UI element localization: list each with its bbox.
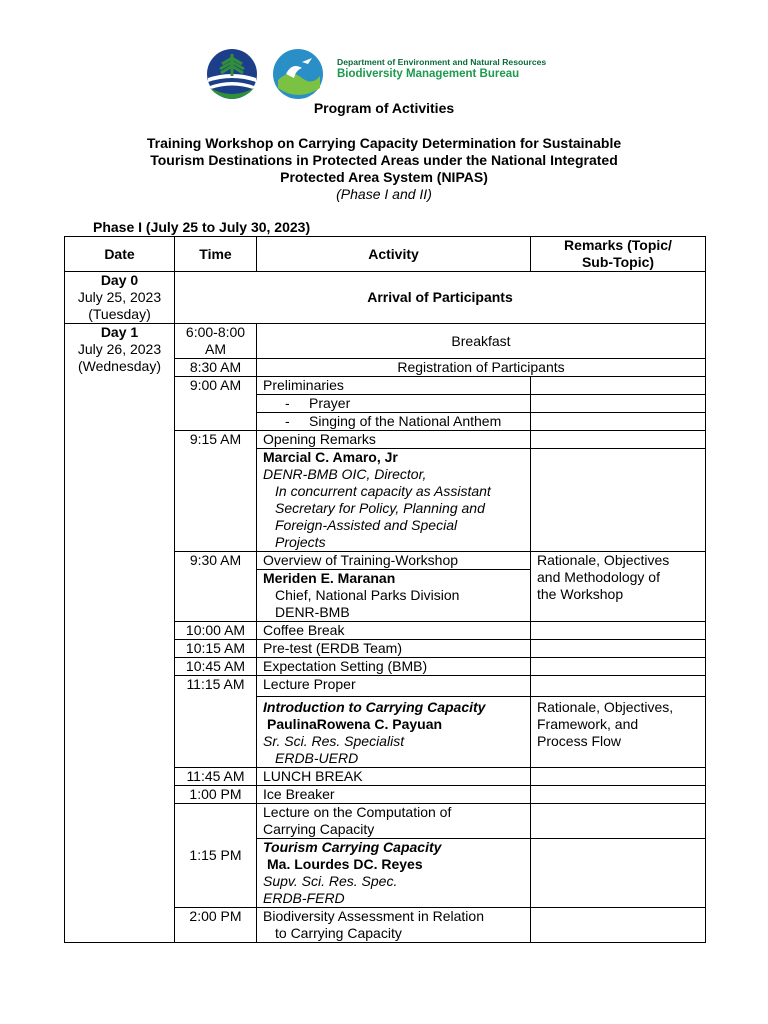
remarks-cell — [531, 377, 706, 395]
remarks-cell — [531, 431, 706, 449]
activity-line: Carrying Capacity — [263, 821, 375, 837]
remarks-line: the Workshop — [537, 586, 624, 602]
phase-heading: Phase I (July 25 to July 30, 2023) — [93, 219, 311, 235]
remarks-line: Process Flow — [537, 733, 622, 749]
day-cell — [65, 324, 175, 943]
activity-line: Lecture on the Computation of — [263, 804, 452, 820]
bmb-logo-icon — [272, 48, 324, 100]
remarks-cell — [531, 395, 706, 413]
program-title: Program of Activities — [313, 100, 455, 116]
day-label: Day 0 — [100, 272, 139, 288]
training-title-line-2: Tourism Destinations in Protected Areas under the National Integrated — [150, 152, 618, 168]
remarks-line: Rationale, Objectives, — [537, 699, 674, 715]
remarks-line: and Methodology of — [537, 569, 660, 585]
remarks-line: Rationale, Objectives — [537, 552, 670, 568]
remarks-cell — [531, 697, 706, 768]
activity-cell: Lecture Proper — [257, 676, 531, 697]
bureau-name: Biodiversity Management Bureau — [337, 68, 520, 80]
letterhead — [0, 44, 768, 96]
lecture-topic: Introduction to Carrying Capacity — [263, 699, 486, 715]
remarks-line: Framework, and — [537, 716, 639, 732]
remarks-cell — [531, 622, 706, 640]
activity-cell: Overview of Training-Workshop — [257, 552, 531, 570]
column-header-date: Date — [65, 237, 175, 272]
time-cell: 11:15 AM — [175, 676, 257, 768]
activity-cell: LUNCH BREAK — [257, 768, 531, 786]
day-date: July 25, 2023 — [77, 289, 162, 305]
bullet-dash: - — [285, 413, 290, 429]
activity-cell: Ice Breaker — [257, 786, 531, 804]
remarks-cell — [531, 413, 706, 431]
day-cell — [65, 272, 175, 324]
time-line: 6:00-8:00 — [185, 324, 246, 340]
remarks-cell — [531, 676, 706, 697]
time-cell: 9:15 AM — [175, 431, 257, 552]
speaker-cell — [257, 449, 531, 552]
column-header-remarks — [531, 237, 706, 272]
speaker-title: Projects — [275, 534, 326, 550]
speaker-cell — [257, 697, 531, 768]
remarks-header-line: Sub-Topic) — [581, 254, 655, 270]
speaker-title: Supv. Sci. Res. Spec. — [263, 873, 398, 889]
activity-cell — [257, 804, 531, 839]
remarks-header-line: Remarks (Topic/ — [564, 237, 672, 253]
training-title-line-3: Protected Area System (NIPAS) — [280, 169, 488, 185]
remarks-cell — [531, 552, 706, 622]
speaker-title: DENR-BMB — [275, 604, 350, 620]
remarks-cell — [531, 908, 706, 943]
activity-cell: Registration of Participants — [257, 359, 706, 377]
denr-logo-icon — [206, 48, 258, 100]
bullet-dash: - — [285, 395, 290, 411]
activity-cell — [257, 413, 531, 431]
speaker-name: Meriden E. Maranan — [263, 570, 396, 586]
time-cell: 10:45 AM — [175, 658, 257, 676]
activity-cell: Breakfast — [257, 324, 706, 359]
activity-cell: Opening Remarks — [257, 431, 531, 449]
activity-line: to Carrying Capacity — [275, 925, 402, 941]
schedule-table — [64, 236, 706, 943]
time-line: AM — [205, 341, 226, 357]
time-cell — [175, 324, 257, 359]
time-cell: 9:00 AM — [175, 377, 257, 431]
remarks-cell — [531, 449, 706, 552]
speaker-name: Ma. Lourdes DC. Reyes — [267, 856, 423, 872]
time-cell: 11:45 AM — [175, 768, 257, 786]
day-date: July 26, 2023 — [77, 341, 162, 357]
day-weekday: (Wednesday) — [77, 358, 161, 374]
activity-cell: Preliminaries — [257, 377, 531, 395]
phase-subtitle: (Phase I and II) — [336, 186, 432, 202]
speaker-title: Secretary for Policy, Planning and — [275, 500, 485, 516]
time-cell: 9:30 AM — [175, 552, 257, 622]
time-cell: 1:00 PM — [175, 786, 257, 804]
lecture-topic: Tourism Carrying Capacity — [263, 839, 442, 855]
time-cell: 10:15 AM — [175, 640, 257, 658]
speaker-title: Sr. Sci. Res. Specialist — [263, 733, 405, 749]
column-header-activity: Activity — [257, 237, 531, 272]
speaker-title: Foreign-Assisted and Special — [275, 517, 458, 533]
training-title-line-1: Training Workshop on Carrying Capacity Determination for Sustainable — [146, 135, 622, 151]
remarks-cell — [531, 658, 706, 676]
arrival-cell: Arrival of Participants — [175, 272, 706, 324]
agency-name: Department of Environment and Natural Resources — [337, 57, 547, 67]
day-label: Day 1 — [100, 324, 139, 340]
activity-line: Biodiversity Assessment in Relation — [263, 908, 484, 924]
time-cell: 1:15 PM — [175, 804, 257, 908]
speaker-title: ERDB-FERD — [263, 890, 345, 906]
remarks-cell — [531, 640, 706, 658]
time-cell: 10:00 AM — [175, 622, 257, 640]
activity-cell — [257, 908, 531, 943]
remarks-cell — [531, 786, 706, 804]
speaker-cell — [257, 570, 531, 622]
table-row — [65, 272, 706, 324]
remarks-cell — [531, 768, 706, 786]
speaker-name: PaulinaRowena C. Payuan — [267, 716, 443, 732]
column-header-time: Time — [175, 237, 257, 272]
speaker-title: Chief, National Parks Division — [275, 587, 460, 603]
activity-cell: Pre-test (ERDB Team) — [257, 640, 531, 658]
time-cell: 2:00 PM — [175, 908, 257, 943]
remarks-cell — [531, 839, 706, 908]
activity-cell: Coffee Break — [257, 622, 531, 640]
table-row — [65, 324, 706, 359]
speaker-title: In concurrent capacity as Assistant — [275, 483, 491, 499]
speaker-title: ERDB-UERD — [275, 750, 359, 766]
time-cell: 8:30 AM — [175, 359, 257, 377]
speaker-cell — [257, 839, 531, 908]
activity-cell: Expectation Setting (BMB) — [257, 658, 531, 676]
activity-cell — [257, 395, 531, 413]
day-weekday: (Tuesday) — [88, 306, 151, 322]
activity-text: Singing of the National Anthem — [309, 413, 502, 429]
remarks-cell — [531, 804, 706, 839]
speaker-name: Marcial C. Amaro, Jr — [263, 449, 398, 465]
activity-text: Prayer — [309, 395, 351, 411]
table-header-row — [65, 237, 706, 272]
speaker-title: DENR-BMB OIC, Director, — [263, 466, 427, 482]
